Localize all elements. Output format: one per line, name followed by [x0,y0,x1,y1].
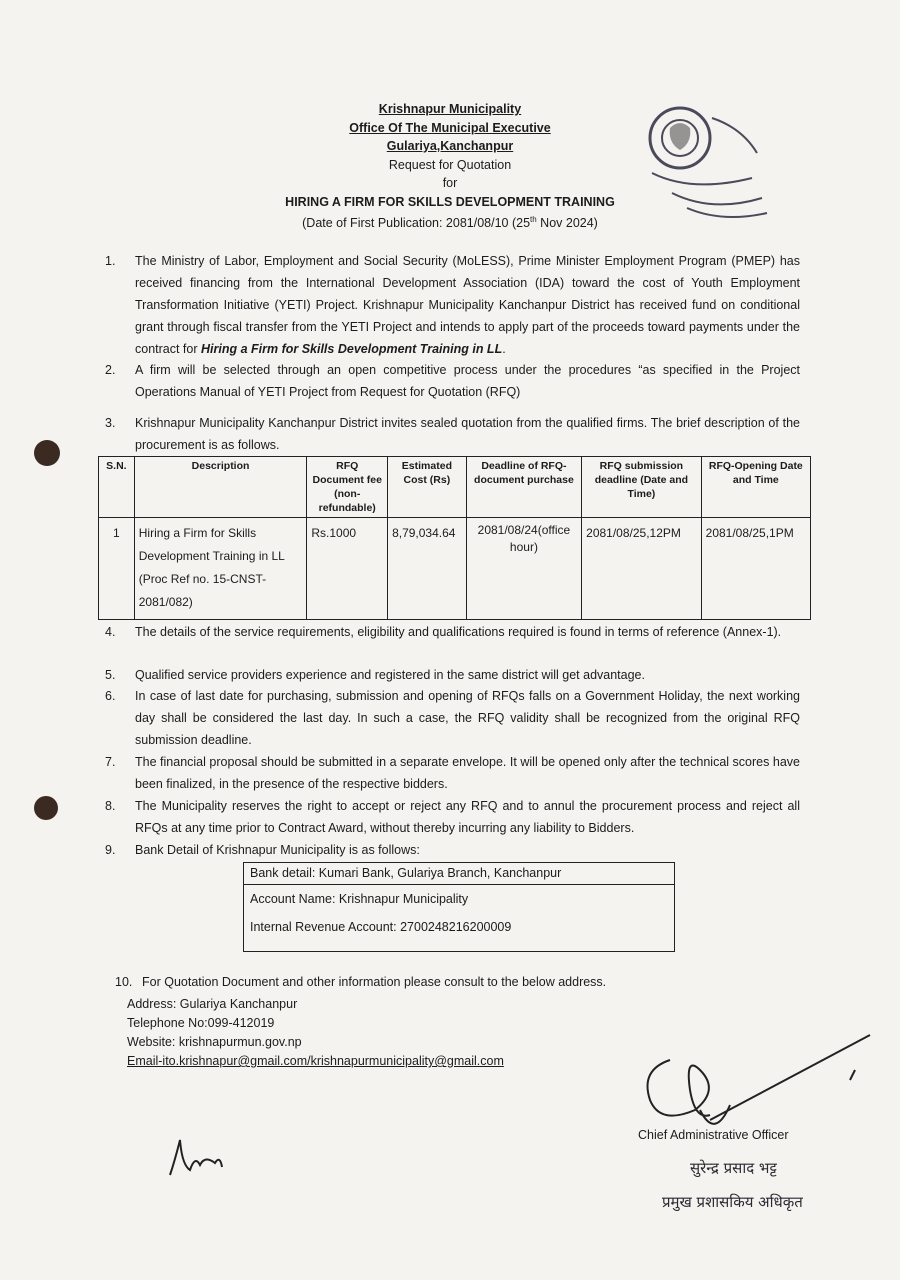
bank-name: Bank detail: Kumari Bank, Gulariya Branch, Kanchanpur [244,863,674,885]
cell-deadline: 2081/08/24(office hour) [466,518,581,620]
doc-subject: HIRING A FIRM FOR SKILLS DEVELOPMENT TRAINING [285,194,615,209]
clause-number: 7. [105,755,116,769]
clause-4 [105,621,800,643]
column-header-sn: S.N. [99,457,135,518]
clause-number: 8. [105,799,116,813]
clause-text: In case of last date for purchasing, submission and opening of RFQs falls on a Government Holiday, the next working day shall be considered the last day. In such a case, the RFQ validity shall be recognized from the original RFQ submission deadline. [135,689,800,747]
contact-website: Website: krishnapurmun.gov.np [127,1035,302,1049]
cell-fee: Rs.1000 [307,518,388,620]
contact-telephone: Telephone No:099-412019 [127,1016,275,1030]
account-name: Account Name: Krishnapur Municipality [250,892,469,906]
contact-block [127,995,504,1071]
clause-text: Qualified service providers experience and registered in the same district will get advantage. [135,668,645,682]
clause-number: 4. [105,625,116,639]
clause-5 [105,664,800,686]
cell-cost: 8,79,034.64 [388,518,467,620]
clause-number: 5. [105,668,116,682]
cell-description: Hiring a Firm for Skills Development Training in LL (Proc Ref no. 15-CNST-2081/082) [134,518,307,620]
clause-3 [105,412,800,456]
bank-detail-box [243,862,675,952]
clause-emphasis: Hiring a Firm for Skills Development Training in LL [201,342,503,356]
municipality-name: Krishnapur Municipality [378,102,522,116]
doc-type: Request for Quotation [388,157,512,172]
cell-sn: 1 [99,518,135,620]
clause-2 [105,359,800,403]
signatory-name-nepali: सुरेन्द्र प्रसाद भट्ट [690,1159,777,1177]
clause-number: 2. [105,363,116,377]
official-stamp-icon [632,98,782,228]
clause-8 [105,795,800,839]
column-header-submission: RFQ submission deadline (Date and Time) [582,457,702,518]
punch-hole-mark [34,796,58,820]
clause-number: 10. [115,975,133,989]
clause-text: For Quotation Document and other information please consult to the below address. [142,975,607,989]
clause-1: 1. The Ministry of Labor, Employment and Social Security (MoLESS), Prime Minister Employment Program (PMEP) has received financing from the International Development Association (IDA) toward the cost of Youth Employment Transformation Initiative (YETI) Project. Krishnapur Municipality Kanchanpur District has received fund on conditional grant through fiscal transfer from the YETI Project and intends to apply part of the proceeds toward payments under the contract for Hiring a Firm for Skills Development Training in LL. [105,250,800,360]
document-header [240,100,660,233]
column-header-description: Description [134,457,307,518]
column-header-opening: RFQ-Opening Date and Time [701,457,810,518]
clause-text: Bank Detail of Krishnapur Municipality is as follows: [135,843,420,857]
contact-email: Email-ito.krishnapur@gmail.com/krishnapurmunicipality@gmail.com [127,1054,504,1068]
punch-hole-mark [34,440,60,466]
clause-number: 1. [105,254,116,268]
clause-10 [115,971,810,993]
table-header-row [99,457,811,518]
clause-number: 9. [105,843,116,857]
clause-text: The details of the service requirements, eligibility and qualifications required is found in terms of reference (Annex-1). [135,625,782,639]
clause-number: 6. [105,689,116,703]
column-header-cost: Estimated Cost (Rs) [388,457,467,518]
signature-icon [600,1030,880,1260]
clause-text: The Ministry of Labor, Employment and Social Security (MoLESS), Prime Minister Employment Program (PMEP) has received financing from the International Development Association (IDA) toward the cost of Youth Employment Transformation Initiative (YETI) Project. Krishnapur Municipality Kanchanpur District has received fund on conditional grant through fiscal transfer from the YETI Project and intends to apply part of the proceeds toward payments under the contract for [135,254,800,356]
revenue-account: Internal Revenue Account: 2700248216200009 [250,920,512,934]
clause-text: A firm will be selected through an open competitive process under the procedures “as specified in the Project Operations Manual of YETI Project from Request for Quotation (RFQ) [135,363,800,399]
clause-6 [105,685,800,751]
column-header-fee: RFQ Document fee (non-refundable) [307,457,388,518]
clause-text: Krishnapur Municipality Kanchanpur District invites sealed quotation from the qualified firms. The brief description of the procurement is as follows. [135,416,800,452]
initials-signature-icon [160,1125,240,1185]
cell-opening: 2081/08/25,1PM [701,518,810,620]
clause-7 [105,751,800,795]
office-name: Office Of The Municipal Executive [349,120,551,135]
procurement-table [98,456,811,620]
clause-9 [105,839,800,861]
contact-address: Address: Gulariya Kanchanpur [127,997,298,1011]
signatory-title: Chief Administrative Officer [638,1128,789,1142]
table-row [99,518,811,620]
office-location: Gulariya,Kanchanpur [386,139,514,153]
clause-text: The financial proposal should be submitted in a separate envelope. It will be opened only after the technical scores have been finalized, in the presence of the respective bidders. [135,755,800,791]
column-header-deadline: Deadline of RFQ-document purchase [466,457,581,518]
publication-date: (Date of First Publication: 2081/08/10 (25th Nov 2024) [302,215,598,231]
signatory-designation-nepali: प्रमुख प्रशासकिय अधिकृत [662,1193,803,1211]
cell-submission: 2081/08/25,12PM [582,518,702,620]
doc-for: for [442,176,458,190]
clause-text: The Municipality reserves the right to accept or reject any RFQ and to annul the procurement process and reject all RFQs at any time prior to Contract Award, without thereby incurring any liability to Bidders. [135,799,800,835]
clause-number: 3. [105,416,116,430]
